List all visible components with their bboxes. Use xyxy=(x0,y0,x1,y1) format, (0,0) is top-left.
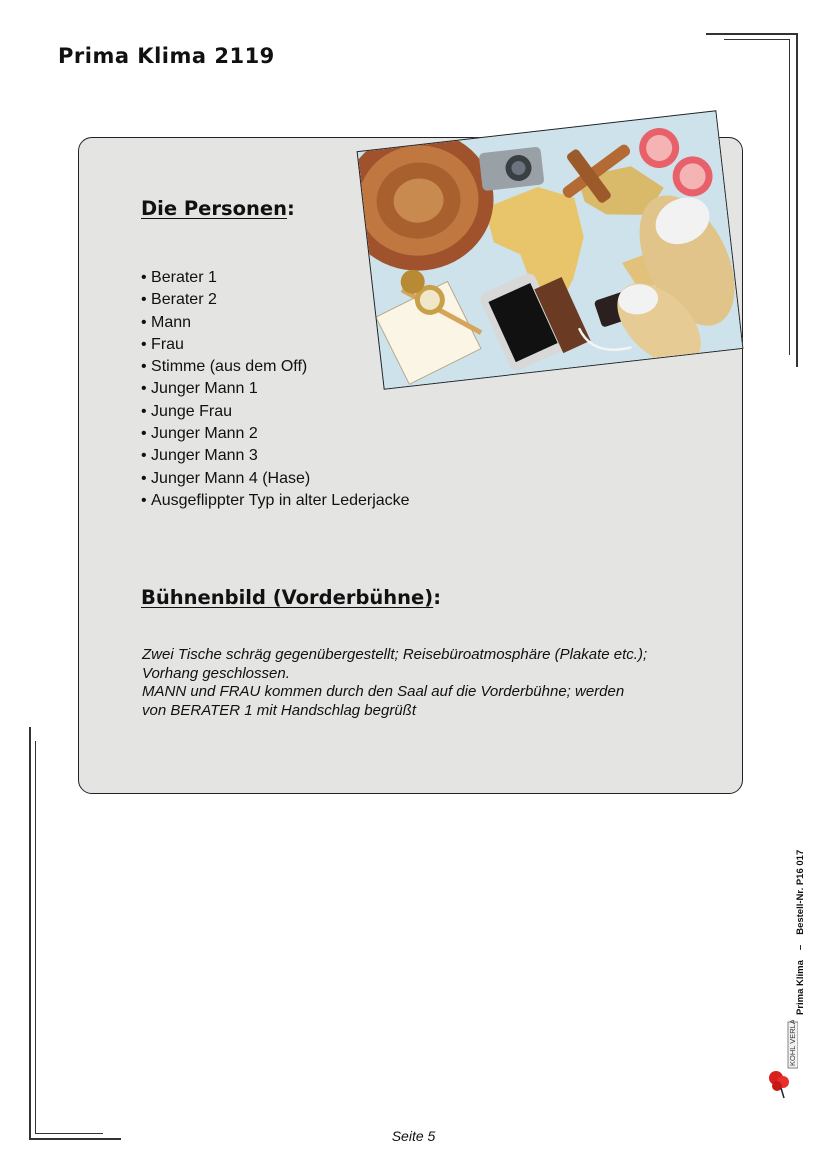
publisher-logo xyxy=(768,1020,798,1100)
stage-line: Zwei Tische schräg gegenübergestellt; Reisebüroatmosphäre (Plakate etc.); xyxy=(142,646,648,663)
list-item: • Berater 2 xyxy=(141,289,410,311)
list-item: • Junge Frau xyxy=(141,401,410,423)
list-item: • Stimme (aus dem Off) xyxy=(141,356,410,378)
stage-line: von BERATER 1 mit Handschlag begrüßt xyxy=(142,701,417,719)
page-number: Seite 5 xyxy=(391,1128,436,1144)
personen-heading xyxy=(141,197,295,220)
list-item: • Junger Mann 3 xyxy=(141,445,410,467)
list-item: • Mann xyxy=(141,312,410,334)
kohl-verlag-logo-icon xyxy=(768,1020,798,1100)
travel-items-illustration xyxy=(358,111,744,390)
page-title: Prima Klima 2119 xyxy=(58,44,275,68)
stage-description xyxy=(142,646,702,720)
list-item: • Ausgeflippter Typ in alter Lederjacke xyxy=(141,490,410,512)
list-item: • Junger Mann 2 xyxy=(141,423,410,445)
list-item: • Junger Mann 1 xyxy=(141,378,410,400)
persons-list xyxy=(141,267,410,512)
personen-heading-colon: : xyxy=(287,197,295,220)
list-item: • Junger Mann 4 (Hase) xyxy=(141,468,410,490)
side-separator: – xyxy=(795,944,806,951)
personen-heading-text: Die Personen xyxy=(141,197,288,220)
list-item: • Berater 1 xyxy=(141,267,410,289)
svg-text:KOHL VERLAG: KOHL VERLAG xyxy=(788,1020,797,1066)
stage-line: MANN und FRAU kommen durch den Saal auf die Vorderbühne; werden xyxy=(142,683,625,701)
stage-line: Vorhang geschlossen. xyxy=(142,664,290,682)
travel-photo xyxy=(357,110,744,389)
buehnenbild-heading-text: Bühnenbild (Vorderbühne) xyxy=(141,586,434,609)
buehnenbild-heading xyxy=(141,586,441,609)
product-name: Prima Klima xyxy=(795,960,806,1015)
order-number: Bestell-Nr. P16 017 xyxy=(795,849,806,935)
side-order-info xyxy=(795,850,806,1015)
buehnenbild-heading-colon: : xyxy=(433,586,441,609)
list-item: • Frau xyxy=(141,334,410,356)
